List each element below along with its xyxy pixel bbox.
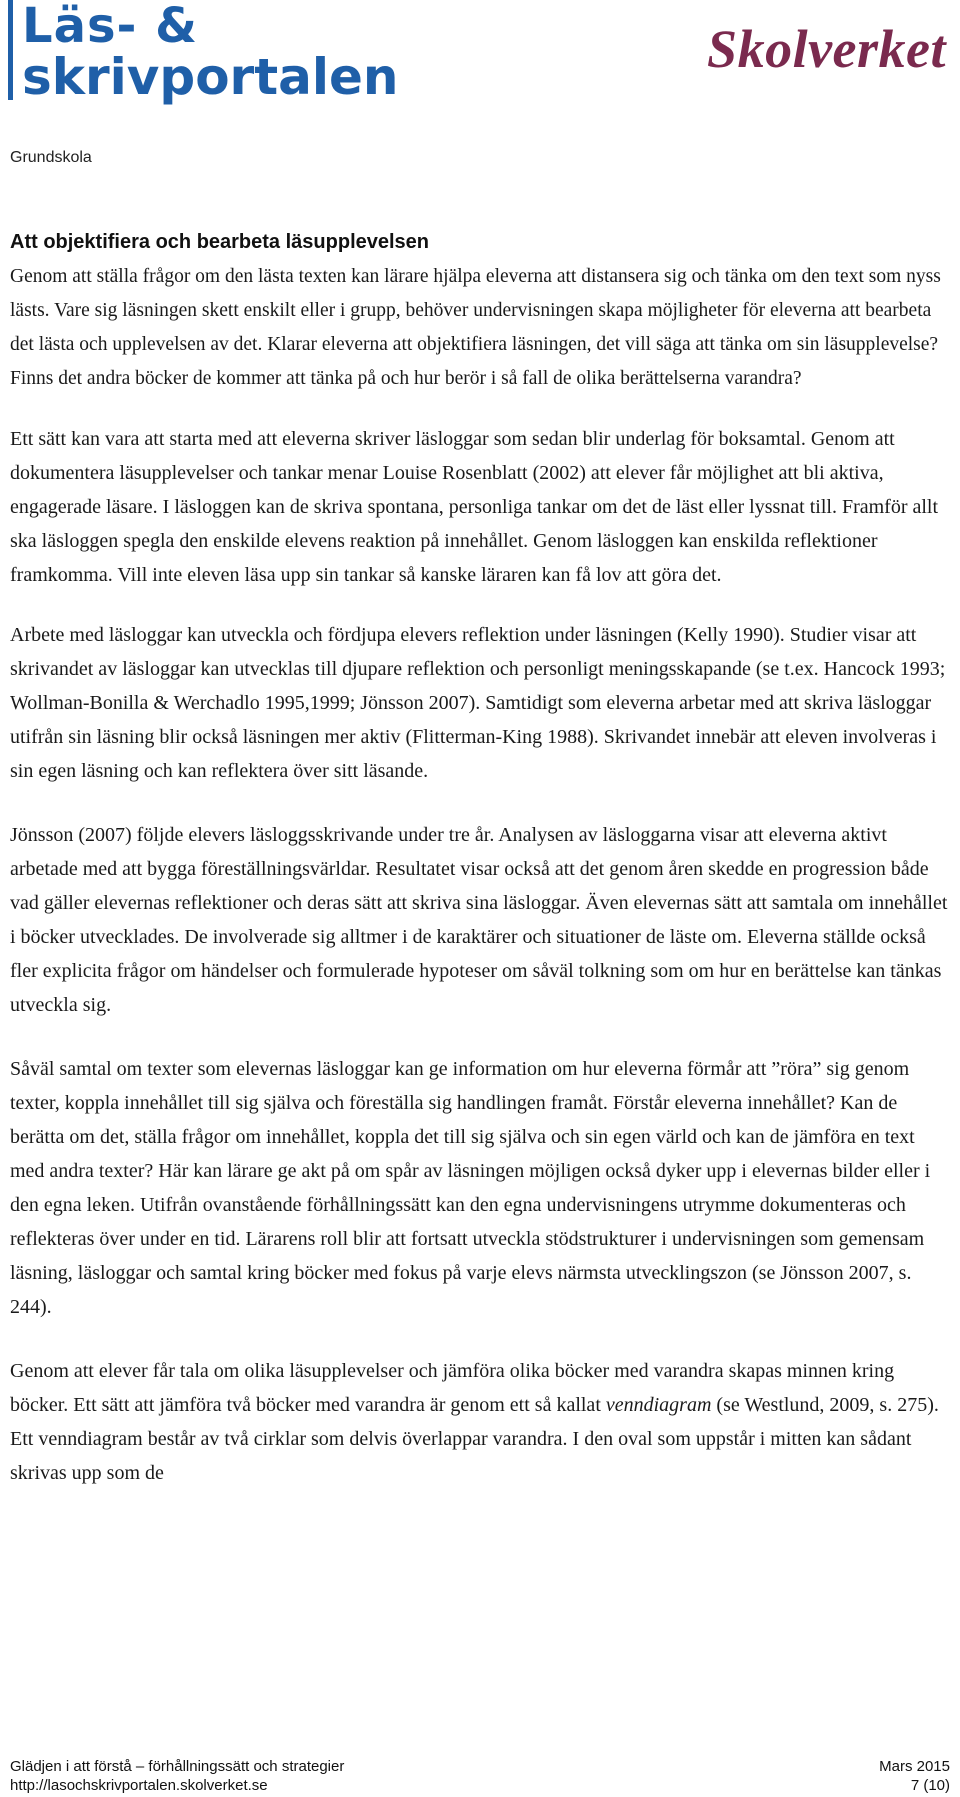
footer-date: Mars 2015 <box>879 1758 950 1775</box>
footer-page-number: 7 (10) <box>910 1777 950 1794</box>
paragraph-6 <box>10 1354 950 1490</box>
logo-line-2: skrivportalen <box>22 48 399 106</box>
paragraph-5: Såväl samtal om texter som elevernas läsloggar kan ge information om hur eleverna förmår att ”röra” sig genom texter, koppla innehållet till sig själva och föreställa sig handlingen framåt. Förstår eleverna innehållet? Kan de berätta om det, ställa frågor om innehållet, koppla det till sig själva och sin egen värld och kan de jämföra en text med andra texter? Här kan lärare ge akt på om spår av läsningen möjligen också dyker upp i elevernas bilder eller i den egna leken. Utifrån ovanstående förhållningssätt kan den egna undervisningens utrymme dokumenteras och reflekteras över under en tid. Lärarens roll blir att fortsatt utveckla stödstrukturer i undervisningen som gemensam läsning, läsloggar och samtal kring böcker med fokus på varje elevs närmsta utvecklingszon (se Jönsson 2007, s. 244). <box>10 1058 931 1318</box>
las-skrivportalen-logo[interactable] <box>10 0 399 106</box>
paragraph-3: Arbete med läsloggar kan utveckla och fördjupa elevers reflektion under läsningen (Kelly 1990). Studier visar att skrivandet av läsloggar kan utvecklas till djupare reflektion och personligt meningsskapande (se t.ex. Hancock 1993; Wollman-Bonilla & Werchadlo 1995,1999; Jönsson 2007). Samtidigt som eleverna arbetar med att skriva läsloggar utifrån sin läsning blir också läsningen mer aktiv (Flitterman-King 1988). Skrivandet innebär att eleven involveras i sin egen läsning och kan reflektera över sitt läsande. <box>10 624 946 782</box>
footer-title: Glädjen i att förstå – förhållningssätt och strategier <box>10 1758 345 1775</box>
paragraph-4: Jönsson (2007) följde elevers läsloggsskrivande under tre år. Analysen av läsloggarna visar att eleverna aktivt arbetade med att bygga föreställningsvärldar. Resultatet visar också att det genom åren skedde en progression både vad gäller elevernas reflektioner och deras sätt att skriva sina läsloggar. Även elevernas sätt att samtala om innehållet i böcker utvecklades. De involverade sig alltmer i de karaktärer och situationer de läste om. Eleverna ställde också fler explicita frågor om händelser och formulerade hypoteser om såväl tolkning som om hur en berättelse kan tänkas utveckla sig. <box>10 824 948 1016</box>
paragraph-6-text-a: Genom att elever får tala om olika läsupplevelser och jämföra olika böcker med varandra skapas minnen kring böcker. Ett sätt att jämföra två böcker med varandra är genom ett så kallat <box>10 1360 895 1416</box>
paragraph-2: Ett sätt kan vara att starta med att eleverna skriver läsloggar som sedan blir underlag för boksamtal. Genom att dokumentera läsupplevelser och tankar menar Louise Rosenblatt (2002) att elever får möjlighet att bli aktiva, engagerade läsare. I läsloggen kan de skriva spontana, personliga tankar om det de läst eller lyssnat till. Framför allt ska läsloggen spegla den enskilde elevens reaktion på innehållet. Genom läsloggen kan enskilda reflektioner framkomma. Vill inte eleven läsa upp sin tankar så kanske läraren kan få lov att göra det. <box>10 428 939 586</box>
logo-line-1: Läs- & <box>22 0 199 54</box>
skolverket-logo[interactable]: Skolverket <box>707 19 946 79</box>
footer-url-link[interactable]: http://lasochskrivportalen.skolverket.se <box>10 1777 268 1794</box>
paragraph-6-text-b: (se Westlund, 2009, s. 275). Ett venndiagram består av två cirklar som delvis överlappar varandra. I den oval som uppstår i mitten kan sådant skrivas upp som de <box>10 1394 939 1484</box>
page-heading: Att objektifiera och bearbeta läsupplevelsen <box>10 231 430 253</box>
logo-bar <box>8 0 13 100</box>
section-label: Grundskola <box>10 149 92 166</box>
page-footer <box>10 1757 950 1795</box>
venndiagram-term: venndiagram <box>605 1394 712 1416</box>
paragraph-1: Genom att ställa frågor om den lästa texten kan lärare hjälpa eleverna att distansera sig och tänka om den text som nyss lästs. Vare sig läsningen skett enskilt eller i grupp, behöver undervisningen skapa möjligheter för eleverna att bearbeta det lästa och upplevelsen av det. Klarar eleverna att objektifiera läsningen, det vill säga att tänka om sin läsupplevelse? Finns det andra böcker de kommer att tänka på och hur berör i så fall de olika berättelserna varandra? <box>10 266 941 389</box>
document-body <box>10 228 950 1490</box>
